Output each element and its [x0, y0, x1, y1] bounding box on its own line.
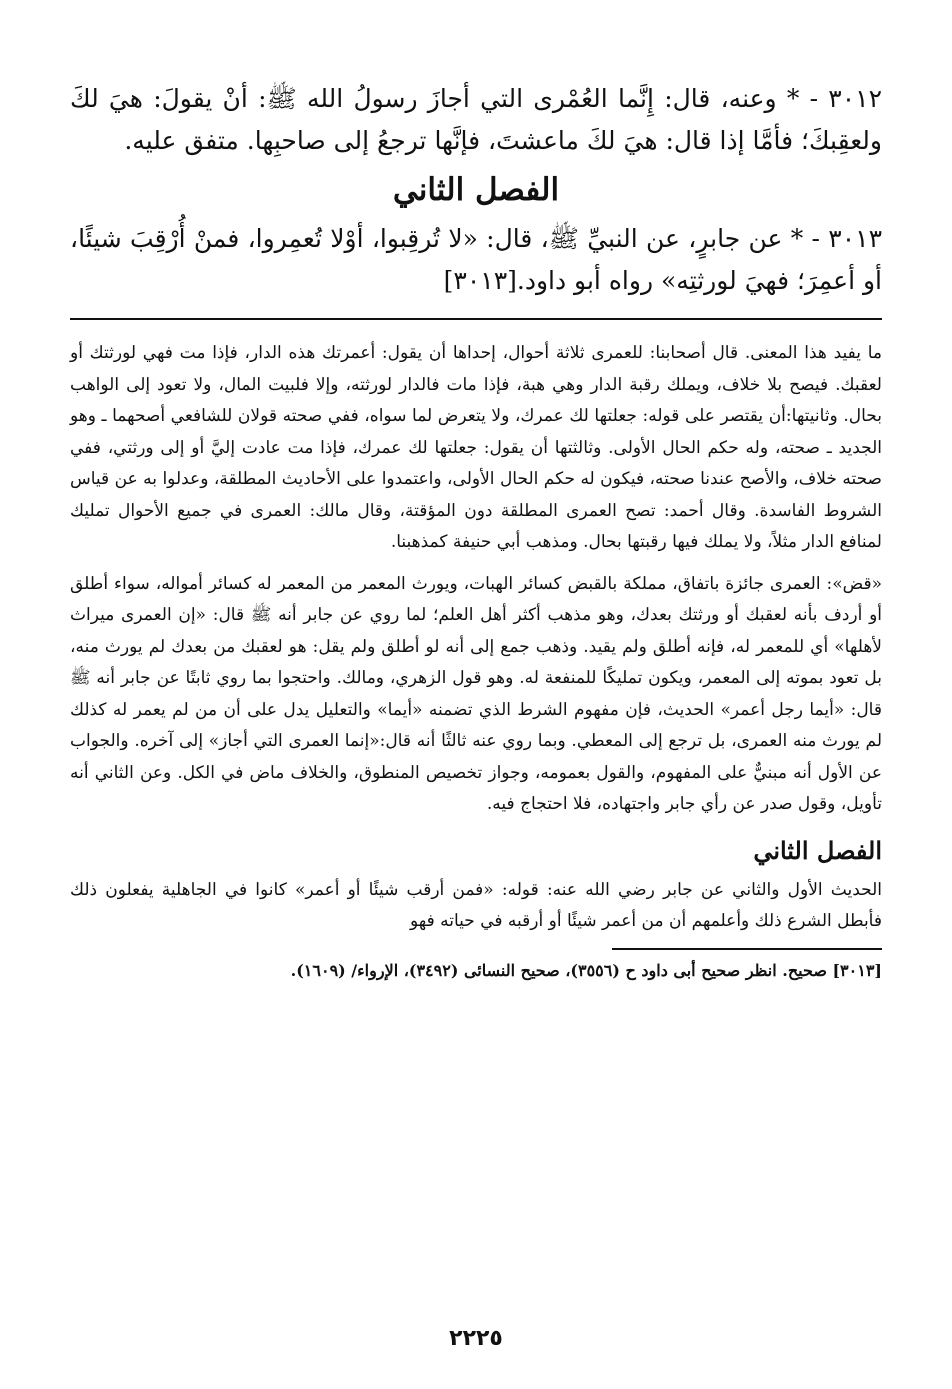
commentary-paragraph-2: «قض»: العمرى جائزة باتفاق، مملكة بالقبض كسائر الهبات، ويورث المعمر من المعمر له كسائر أمواله، سواء أطلق أو أردف بأنه لعقبك أو ورثتك بعدك، وهو مذهب أكثر أهل العلم؛ لما روي عن جابر أنه ﷺ قال: «إن العمرى ميراث لأهلها» أي للمعمر له، فإنه أطلق ولم يقيد. وذهب جمع إلى أنه لو أطلق ولم يقل: هو لعقبك من بعدك لم يورث منه، بل تعود بموته إلى المعمر، ويكون تمليكًا للمنفعة له. وهو قول الزهري، ومالك. واحتجوا بما روي ثابتًا عن جابر أنه ﷺ قال: «أيما رجل أعمر» الحديث، فإن مفهوم الشرط الذي تضمنه «أيما» والتعليل يدل على أن من لم يعمر له كذلك لم يورث منه العمرى، بل ترجع إلى المعطي. وبما روي عنه ثالثًا أنه قال:«إنما العمرى التي أجاز» إلى آخره. والجواب عن الأول أنه مبنيٌّ على المفهوم، والقول بعمومه، وجواز تخصيص المنطوق، والخلاف ماض في الكل. وعن الثاني أنه تأويل، وقول صدر عن رأي جابر واجتهاده، فلا احتجاج فيه.	[70, 573, 882, 814]
hadith-3012: ٣٠١٢ - * وعنه، قال: إِنَّما العُمْرى التي أجازَ رسولُ الله ﷺ: أنْ يقولَ: هيَ لكَ ولعقِبكَ؛ فأمَّا إذا قال: هيَ لكَ ماعشتَ، فإنَّها ترجعُ إلى صاحبِها. متفق عليه.	[70, 84, 882, 155]
page-number: ٢٢٢٥	[449, 1326, 503, 1351]
divider	[70, 318, 882, 320]
section-title: الفصل الثاني	[392, 172, 560, 208]
page-content	[70, 78, 882, 984]
footnote: [٣٠١٣] صحيح. انظر صحيح أبى داود ح (٣٥٥٦)، صحيح النسائى (٣٤٩٢)، الإرواء/ (١٦٠٩).	[290, 960, 882, 980]
hadith-3013: ٣٠١٣ - * عن جابرٍ، عن النبيِّ ﷺ، قال: «لا تُرقِبوا، أوْلا تُعمِروا، فمنْ أُرْقِبَ شيئًا، أو أعمِرَ؛ فهيَ لورثتِه» رواه أبو داود.[٣٠١٣]	[70, 224, 882, 295]
commentary-section-title: الفصل الثاني	[753, 835, 882, 865]
commentary-paragraph-1: ما يفيد هذا المعنى. قال أصحابنا: للعمرى ثلاثة أحوال، إحداها أن يقول: أعمرتك هذه الدار، فإذا مت فهي لورثتك أو لعقبك. فيصح بلا خلاف، ويملك رقبة الدار وهي هبة، فإذا مات فالدار لورثته، وإلا فلبيت المال، ولا تعود إلى الواهب بحال. وثانيتها:أن يقتصر على قوله: جعلتها لك عمرك، ولا يتعرض لما سواه، ففي صحته قولان للشافعي أصحهما ـ وهو الجديد ـ صحته، وله حكم الحال الأولى. وثالثتها أن يقول: جعلتها لك عمرك، فإذا مت عادت إليَّ أو إلى ورثتي، ففي صحته خلاف، والأصح عندنا صحته، فيكون له حكم الحال الأولى، واعتمدوا على الأحاديث المطلقة، وعدلوا به عن قياس الشروط الفاسدة. وقال أحمد: تصح العمرى المطلقة دون المؤقتة، وقال مالك: العمرى في جميع الأحوال تمليك لمنافع الدار مثلاً، ولا يملك فيها رقبتها بحال. ومذهب أبي حنيفة كمذهبنا.	[70, 343, 882, 552]
commentary-paragraph-3: الحديث الأول والثاني عن جابر رضي الله عنه: قوله: «فمن أرقب شيئًا أو أعمر» كانوا في الجاهلية يفعلون ذلك فأبطل الشرع ذلك وأعلمهم أن من أعمر شيئًا أو أرقبه في حياته فهو	[70, 879, 882, 931]
footnote-divider	[612, 948, 882, 950]
